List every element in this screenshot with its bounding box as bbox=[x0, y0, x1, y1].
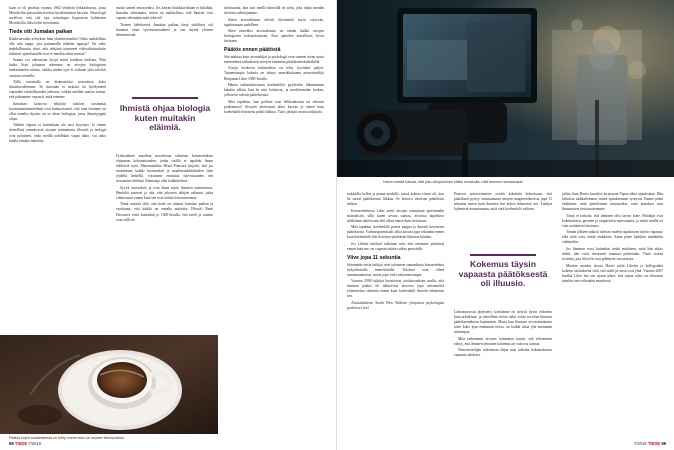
paragraph: Aivoja koskevia tutkimuksia on tehty hyvinkin paljon. Tunnetuimpia kokeita on tehnyt amerikkalainen neurotieteilijä Benjamin Libet 1980-luvulla. bbox=[224, 66, 324, 81]
paragraph: Sittemmin uusia tutkijat ovat toistaneet samanlaisia koeasetelmia nykyaikaisilla menetelmillä. Tulokset ovat olleet samansuuntaisia, mutta jopa vielä vakuuttavampia. bbox=[347, 262, 444, 277]
page-number: 59 bbox=[661, 441, 666, 446]
paragraph: Pearson työtovereineen osoitti äskettäin kokeissaan, että päätöksen pystyy ennustamaan aivojen magneettikuvista jopa 11 sekuntia ennen kuin ihminen itse kokee tehneensä sen. Tutkijat kykenivät ennustamaan, mitä värä koehenkilö valitsee. bbox=[454, 192, 552, 212]
paragraph: Siten nimeäksi aivotutkimus on tämän kaikki aivojen biologiseen kokonaisuuteen. Kun ajattelen aineellisen hyvin tietoinen. bbox=[224, 29, 324, 44]
paragraph: Vuonna 2008 tutkijat havaitsivat aivokuvauksen avulla, että ihmisen päätös oli nähtävissä aivoissa jopa seitsemästä yhteentoista sekuntia ennen kuin koehenkilö ilmoitti tehneensä sen. bbox=[347, 279, 444, 299]
subheading: Päätös ennen päätöstä bbox=[224, 47, 281, 54]
paragraph: Fysikaalinen maailma muodostaa valtaisan luonnonlakien ohjaaman kokonaisuuden, jonka sisällä ei tapahdu ilman edeltäviä syitä. Matemaatikko Henri Poincaré kirjoitti, että jos tuntisimme kaikki luonnonlait ja maailmankaikkeuden tilan yhdellä hetkellä, voisimme ennustaa tulevaisuuden sen seuraavina hetkinä. Ennustaja olisi kaikkitietävä. bbox=[116, 154, 213, 184]
paragraph: moisa saneat seuraavaksi. Jos kerran hiukkasviskaan ei liikahda, Jumalan tahtomatta, miten on mahdollista, että ihmiset ovat vapaita tekemään mitä tekevät? bbox=[116, 6, 213, 21]
video-camera-photo bbox=[337, 0, 674, 177]
left-column-2-top bbox=[116, 6, 213, 92]
paragraph: tietoisuutta, kun taas meillä ihmisillä on sielu, joka ohjaa meidän tietoisia valintojamme. bbox=[224, 6, 324, 16]
paragraph: Mitä tapahtuu, kun potilaat ovat leikkauksessa tai oikeasti pohtimassa? Aivojen aktiivisuus alkoi kasvaa jo ennen kuin koehenkilö tietoisesti päätti liikkua. Tulos järkytti monia tutkijoita. bbox=[224, 99, 324, 114]
paragraph: kaan se oli peräisin vuonna 1962 tehdystä leikkauksesta, jossa Meinhoffin poistottiin aivoista hyvälaatuinen kasvain. Neurologit arvelivat, että sitä ajoi toimittajaa hypnoosin kaltaiseen Meinhoffin liiku kohti terrorismia. bbox=[9, 6, 106, 26]
paragraph: Monien muiden tavoin Harris pitää Libetin ja kollegoiden kokeita osoituksena siitä, että mieli ja aivot ovat yhtä. Vuonna 2007 kuollut Libet itse sen sijaan uskoi, että vapaa tahto on olemassa ainakin veto-oikeuden muodossa. bbox=[562, 263, 663, 283]
paragraph: Sitten aivotutkimus selvitti hävinneitä myös siirtyvän, tapahtumaan uudelleen. bbox=[224, 17, 324, 27]
paragraph: Hänen tutkimuksessaan koehenkilöt pyydettiin liikuttamaan kättään silloin kun he niin halusivat, ja merkitsemään hetken, jolloin he tekivät päätöksensä. bbox=[224, 83, 324, 98]
page-number: 58 bbox=[9, 441, 14, 446]
left-column-1 bbox=[9, 6, 106, 145]
paragraph: Neurotieteilijän tutkimusta ohjaa uusi tulkinta kokemuksesta vapaasta tahdosta. bbox=[454, 348, 552, 358]
coffee-cup-photo bbox=[0, 335, 218, 434]
paragraph: Tieteen kehittyessä Jumalan paikan tässä yhtälössä otti luonnon omat syyseuraussuhteet ja sen myötä yleinen determinismi. bbox=[116, 22, 213, 37]
paragraph: Tällä tosiasialla on drumaattisia seurauksia koko ihmiskuvallemme. Se itsessään ei tarkoita tai hyödynnetä vapauden tahdollisuuden jatkossa, vaikka meidän saattaa tuntua, että pääsemme vapaasti, mitä teemme. bbox=[9, 80, 106, 100]
paragraph: Jumalaan kutsuvia tekijöitä tutkivat uusimmat kuvantamismenetelmät ovat hahmottaneet, että oma itsemme on ollut ennalta ohjattu, on se sitten biologiaa, jossa ihmistyyppiä ohjaa. bbox=[9, 101, 106, 121]
paragraph: Jos ihminen voisi kuitenkin tietää etukäteen, mitä hän aikoo tehdä, hän voisi tietoisesti muuttaa päätöstään. Tästä seuraa ristiriita, jota filosofit ovat pohtineet vuosisatoja. bbox=[562, 246, 663, 262]
paragraph: Mitä tarkemmin aivojen toiminnan tuntee, sitä selvemmin näkyy, että ihmisen tietoinen kokemus on vain osa tarinaa. bbox=[454, 336, 552, 346]
pull-quote: Kokemus täysin vapaasta päätöksestä oli illuusio. bbox=[458, 259, 548, 289]
magazine-brand: TIEDE bbox=[14, 441, 28, 446]
paragraph: tarkkailla kelloa ja panna merkille, missä kohtaa viisari oli, kun he saivat päätöksensä liikkua. Se kertoisi tietoisen päätöksen hetken. bbox=[347, 192, 444, 207]
paragraph: Australialaisen South New Walesin yliopiston psykologian professori Joel bbox=[347, 300, 444, 310]
right-page bbox=[337, 0, 674, 450]
paragraph: jalitsa Sam Harris kuvailee kirjassaan Vapaa tahto ajatuksiaan. Hän kehottaa tarkkailemaan, miten ajatuksemme syntyvät. Emme päätä etukäteen, mitä ajattelemme seuraavaksi, vaan ajatukset vain ilmaantuvat tietoisuuteemme. bbox=[562, 192, 663, 212]
video-camera-image bbox=[337, 0, 674, 177]
left-column-3 bbox=[224, 6, 324, 436]
paragraph: Syyvä seuraukset ja ovat läsnä myös ihmisen toiminnassa. Henkilöt sanovat jo sitä, että jokaisen tekijän valinnat, jotka valmistuvat ennen kuin sen ovat teidän tietoisuuteensa. bbox=[116, 185, 213, 200]
right-column-1 bbox=[347, 192, 444, 438]
right-column-2-top bbox=[454, 192, 552, 250]
photo-caption-left: Päätös kupin nostamisesta on tehty, ennen kuin se nousee tietoisuuteen. bbox=[9, 436, 126, 440]
paragraph: Jos Libetin tulokset tulkitaan niin, että aivomme päättävät ennen kuin me, on vapaata tahtoa vaikea perustella. bbox=[347, 241, 444, 251]
folio-left bbox=[9, 441, 41, 446]
paragraph: Mitä tapahtui, koehenkilö painoi nappia ja ilmoitti tietoisesta päätöksestä. Valmiuspotentiaali alkoi kasvaa jopa sekunnin ennen kuin koehenkilö teki tietoisen päätöksen liikuttaa kättään. bbox=[347, 225, 444, 240]
coffee-cup-image bbox=[0, 335, 218, 434]
photo-caption-right: Harva meistä haluaa, että joku ulkopuolinen näkisi ennakolta, mitä teemme seuraavaksi. bbox=[383, 180, 524, 184]
folio-right bbox=[634, 441, 666, 446]
paragraph: Sitä maksaa kuin aivotutkijat ja psykologit ovat saaneet aivan uusia menetelmiä tutkiakseen aivojen toimintaa päätöksentekohetkellä. bbox=[224, 54, 324, 64]
right-column-2-bottom bbox=[454, 310, 552, 438]
pull-quote: Ihmistä ohjaa biologia kuten muitakin eläimiä. bbox=[119, 103, 211, 133]
paragraph: Koeasetelmassa Libet asetti aivojen toiminnan potentiaalin mittauksiin, sillä kuten arvata saattaa, aivoissa tapahtuva sähköinen aktiivisuus ehti alkaa ennen kuin tietoisuus. bbox=[347, 208, 444, 223]
magazine-brand: TIEDE bbox=[647, 441, 661, 446]
paragraph: Tämä näyttää siltä, että tiede on ottanut Jumalan paikan ja osoittanut, että kaikki on ennalta määrätty. Filosofi René Descartes esitti kuitenkin jo 1600-luvulla, että mieli ja ruumis ovat erillisiä. bbox=[116, 202, 213, 222]
paragraph: Kuulostavatko selitykset liian yksinkertaisilta? Onko mahdollista olla niin nappi, jota painamalla tehdään tappaja? Vai onko mahdollisuutta siinä, että tekijänä toimineet väkivaltaisuuksiin kaltaiset ajattelumallit ovat ei-meidän oikut meissä? bbox=[9, 36, 106, 56]
paragraph: Samaa voi oikeastaan kysyä mistä kaidasta tiedosta. Yhtä kaiku liian jokainen tekemme on aivojen biologisten mekanismien tulosta, vaikka niiden syyt ei voikaan yhtä selvästi osoittaa sormella. bbox=[9, 58, 106, 78]
right-column-3 bbox=[562, 192, 663, 438]
left-column-2-bottom bbox=[116, 154, 213, 332]
issue-label: 7/2016 bbox=[28, 441, 42, 446]
paragraph: Laboratoriossa järjestetty koetilanne on tietysti hyvin erilainen kuin arkielämä, ja tieteellistä tietoa tulisi voida soveltaa ihmisen päätöksentekoon laajemmin. Mutta kun ihmisen aivotoiminnasta tulee koko ajan enemmän tietoa, on kaikki tässä yhä enemmän tarkempaa. bbox=[454, 310, 552, 335]
paragraph: Tämä ei tarkoita, että ihminen olisi täysin kone. Päättäjät ovat kokemuksen, geenien ja ympäristön muovaamia, ja niistä meillä on vain osittainen tietoisuus. bbox=[562, 213, 663, 228]
subheading: Tiede otti Jumalan paikan bbox=[9, 29, 73, 36]
issue-label: 7/2016 bbox=[633, 441, 647, 446]
paragraph: Tahdon vapaus ei kuitenkaan ole uusi kysymys. Jo ennen tieteellistä ymmärrystä aivojen toiminnasta filosofit ja teologit ovat pohtineet, onko meillä todellakin vapaa tahto, vai onko kaikki ennalta määrätty. bbox=[9, 123, 106, 143]
paragraph: Tämän jälkeen näkisit tulevan mielen tapahtuvan täysin vapaana, eikä niitä voisi tietää etukäteen. Sama pätee kaikkiin muihinkin valintoihin. bbox=[562, 230, 663, 245]
pull-quote-rule bbox=[470, 254, 536, 256]
pull-quote-rule bbox=[132, 97, 198, 99]
subheading: Viive jopa 11 sekuntia bbox=[347, 255, 401, 262]
